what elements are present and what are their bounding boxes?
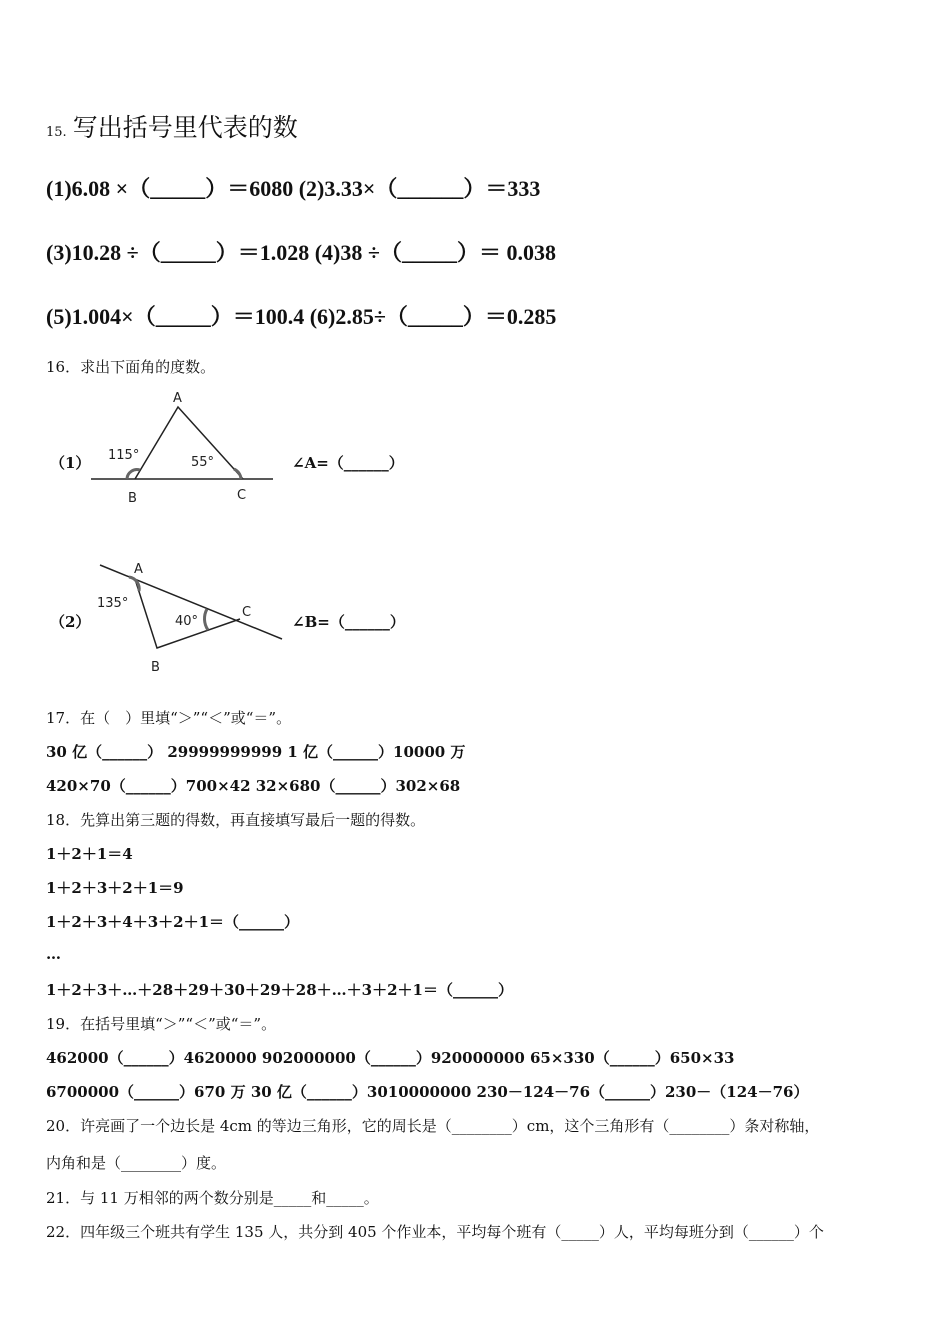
q19-row-1: 462000（______）4620000 902000000（______）920000000 65×330（______）650×33 [46, 1049, 735, 1067]
fig2-label: （2） [50, 613, 91, 631]
fig2-vertex-b: B [151, 660, 160, 675]
q19-title: 19．在括号里填“＞”“＜”或“＝”。 [46, 1015, 277, 1033]
q18-row-3: 1＋2＋3＋4＋3＋2＋1＝（______） [46, 913, 300, 931]
fig1-label: （1） [50, 454, 91, 472]
triangle-figure-1 [85, 385, 285, 510]
q20-line-2: 内角和是（________）度。 [46, 1154, 227, 1172]
q17-row-2: 420×70（______）700×42 32×680（______）302×68 [46, 777, 461, 795]
q18-row-1: 1＋2＋1＝4 [46, 845, 133, 863]
fig2-vertex-a: A [134, 562, 143, 577]
fig2-vertex-c: C [242, 605, 252, 620]
fig1-vertex-c: C [237, 488, 247, 503]
fig1-vertex-a: A [173, 391, 182, 406]
q18-row-5: 1＋2＋3＋…＋28＋29＋30＋29＋28＋…＋3＋2＋1＝（______） [46, 981, 513, 999]
fig2-angle-c-arc [204, 609, 208, 630]
fig2-angle-a: 135° [97, 596, 129, 611]
q15-row-3: (5)1.004×（_____）＝100.4 (6)2.85÷（_____）＝0.285 [46, 304, 557, 329]
q15-row-1: (1)6.08 ×（_____）＝6080 (2)3.33×（______）＝333 [46, 176, 541, 201]
q15-row-2: (3)10.28 ÷（_____）＝1.028 (4)38 ÷（_____）＝ 0.038 [46, 240, 556, 265]
fig1-angle-b: 115° [108, 448, 140, 463]
triangle-figure-2 [85, 555, 290, 680]
fig2-answer: ∠B=（______） [292, 613, 405, 631]
q22-text: 22．四年级三个班共有学生 135 人，共分到 405 个作业本，平均每个班有（_____）人，平均每班分到（______）个 [46, 1223, 824, 1241]
fig1-angle-c: 55° [191, 455, 215, 470]
q17-title: 17．在（ ）里填“＞”“＜”或“＝”。 [46, 709, 292, 727]
q17-row-1: 30 亿（______） 29999999999 1 亿（______）10000 万 [46, 743, 466, 761]
q18-row-4: … [46, 945, 61, 963]
q20-line-1: 20．许亮画了一个边长是 4cm 的等边三角形，它的周长是（________）cm，这个三角形有（________）条对称轴， [46, 1117, 820, 1135]
q15-title [46, 108, 298, 144]
q16-title: 16．求出下面角的度数。 [46, 358, 216, 376]
fig1-vertex-b: B [128, 491, 137, 506]
q19-row-2: 6700000（______）670 万 30 亿（______）3010000000 230－124－76（______）230－（124－76） [46, 1083, 809, 1101]
q18-row-2: 1＋2＋3＋2＋1＝9 [46, 879, 184, 897]
q15-title-text: 写出括号里代表的数 [72, 113, 298, 142]
q18-title: 18．先算出第三题的得数，再直接填写最后一题的得数。 [46, 811, 426, 829]
q21-text: 21．与 11 万相邻的两个数分别是_____和_____。 [46, 1189, 379, 1207]
q15-number: 15. [46, 125, 67, 140]
fig1-triangle-sides [135, 407, 243, 479]
fig2-angle-c: 40° [175, 614, 199, 629]
fig1-answer: ∠A=（______） [292, 454, 404, 472]
